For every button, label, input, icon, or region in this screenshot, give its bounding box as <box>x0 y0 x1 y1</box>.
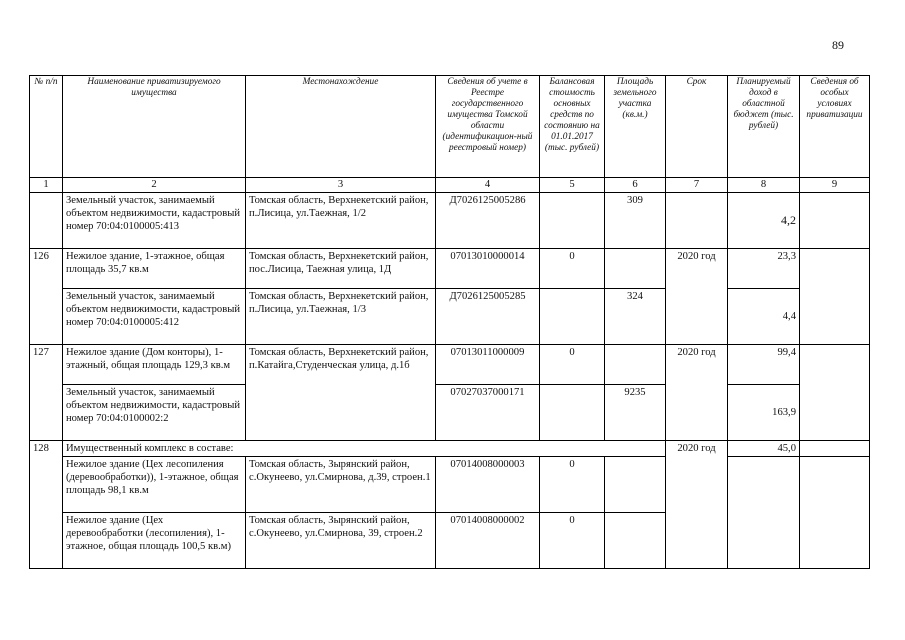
header-income: Планируемый доход в областной бюджет (тыс. рублей) <box>728 76 800 178</box>
row-num: 127 <box>30 345 63 441</box>
row-name: Нежилое здание (Цех лесопиления (деревообработки)), 1-этажное, общая площадь 98,1 кв.м <box>63 457 246 513</box>
row-area <box>605 513 666 569</box>
table-row <box>30 441 870 457</box>
row-balance <box>540 385 605 441</box>
column-number-row <box>30 178 870 193</box>
row-area: 324 <box>605 289 666 345</box>
row-location: Томская область, Зырянский район, с.Окунеево, ул.Смирнова, 39, строен.2 <box>246 513 436 569</box>
row-conditions <box>800 249 870 345</box>
row-registry: Д7026125005286 <box>436 193 540 249</box>
page-number: 89 <box>832 38 844 52</box>
row-location: Томская область, Верхнекетский район, п.Катайга,Студенческая улица, д.1б <box>246 345 436 441</box>
row-location: Томская область, Зырянский район, с.Окунеево, ул.Смирнова, д.39, строен.1 <box>246 457 436 513</box>
row-conditions <box>800 193 870 249</box>
row-area <box>605 345 666 385</box>
row-area <box>605 457 666 513</box>
header-area: Площадь земельного участка (кв.м.) <box>605 76 666 178</box>
column-number: 8 <box>728 178 800 193</box>
row-num: 126 <box>30 249 63 345</box>
table-row <box>30 345 870 385</box>
row-num: 128 <box>30 441 63 569</box>
header-registry: Сведения об учете в Реестре государственного имущества Томской области (идентификацион-ный реестровый номер) <box>436 76 540 178</box>
row-name: Имущественный комплекс в составе: <box>63 441 666 457</box>
row-income: 23,3 <box>728 249 800 289</box>
row-balance <box>540 193 605 249</box>
row-registry: 07014008000003 <box>436 457 540 513</box>
table-row <box>30 457 870 513</box>
row-registry: 07027037000171 <box>436 385 540 441</box>
row-area: 9235 <box>605 385 666 441</box>
table-row <box>30 193 870 249</box>
column-number: 6 <box>605 178 666 193</box>
row-income: 4,2 <box>728 193 800 249</box>
row-conditions <box>800 345 870 441</box>
row-area: 309 <box>605 193 666 249</box>
column-number: 7 <box>666 178 728 193</box>
row-income: 163,9 <box>728 385 800 441</box>
row-registry: Д7026125005285 <box>436 289 540 345</box>
row-registry: 07014008000002 <box>436 513 540 569</box>
row-name: Земельный участок, занимаемый объектом недвижимости, кадастровый номер 70:04:0100005:412 <box>63 289 246 345</box>
header-conditions: Сведения об особых условиях приватизации <box>800 76 870 178</box>
row-income: 4,4 <box>728 289 800 345</box>
column-number: 4 <box>436 178 540 193</box>
column-number: 2 <box>63 178 246 193</box>
table-row <box>30 289 870 345</box>
row-term: 2020 год <box>666 249 728 345</box>
header-row <box>30 76 870 178</box>
row-balance: 0 <box>540 249 605 289</box>
row-income: 99,4 <box>728 345 800 385</box>
row-term <box>666 193 728 249</box>
row-conditions <box>800 441 870 457</box>
header-balance: Балансовая стоимость основных средств по состоянию на 01.01.2017 (тыс. рублей) <box>540 76 605 178</box>
column-number: 9 <box>800 178 870 193</box>
row-name: Нежилое здание, 1-этажное, общая площадь 35,7 кв.м <box>63 249 246 289</box>
row-income <box>728 457 800 569</box>
row-location: Томская область, Верхнекетский район, п.Лисица, ул.Таежная, 1/2 <box>246 193 436 249</box>
row-name: Земельный участок, занимаемый объектом недвижимости, кадастровый номер 70:04:0100005:413 <box>63 193 246 249</box>
table-row <box>30 385 870 441</box>
row-term: 2020 год <box>666 441 728 569</box>
row-num-cell <box>30 193 63 249</box>
row-balance: 0 <box>540 457 605 513</box>
row-conditions <box>800 457 870 569</box>
column-number: 5 <box>540 178 605 193</box>
row-income: 45,0 <box>728 441 800 457</box>
header-location: Местонахождение <box>246 76 436 178</box>
row-registry: 07013011000009 <box>436 345 540 385</box>
header-term: Срок <box>666 76 728 178</box>
column-number: 3 <box>246 178 436 193</box>
header-name: Наименование приватизируемого имущества <box>63 76 246 178</box>
row-location: Томская область, Верхнекетский район, пос.Лисица, Таежная улица, 1Д <box>246 249 436 289</box>
privatization-table <box>29 75 870 569</box>
row-name: Нежилое здание (Дом конторы), 1-этажный, общая площадь 129,3 кв.м <box>63 345 246 385</box>
row-balance: 0 <box>540 345 605 385</box>
row-area <box>605 249 666 289</box>
row-name: Земельный участок, занимаемый объектом недвижимости, кадастровый номер 70:04:0100002:2 <box>63 385 246 441</box>
row-name: Нежилое здание (Цех деревообработки (лесопиления), 1-этажное, общая площадь 100,5 кв.м) <box>63 513 246 569</box>
header-num: № п/п <box>30 76 63 178</box>
table-row <box>30 249 870 289</box>
row-term: 2020 год <box>666 345 728 441</box>
row-balance <box>540 289 605 345</box>
row-balance: 0 <box>540 513 605 569</box>
row-location: Томская область, Верхнекетский район, п.Лисица, ул.Таежная, 1/3 <box>246 289 436 345</box>
column-number: 1 <box>30 178 63 193</box>
row-registry: 07013010000014 <box>436 249 540 289</box>
